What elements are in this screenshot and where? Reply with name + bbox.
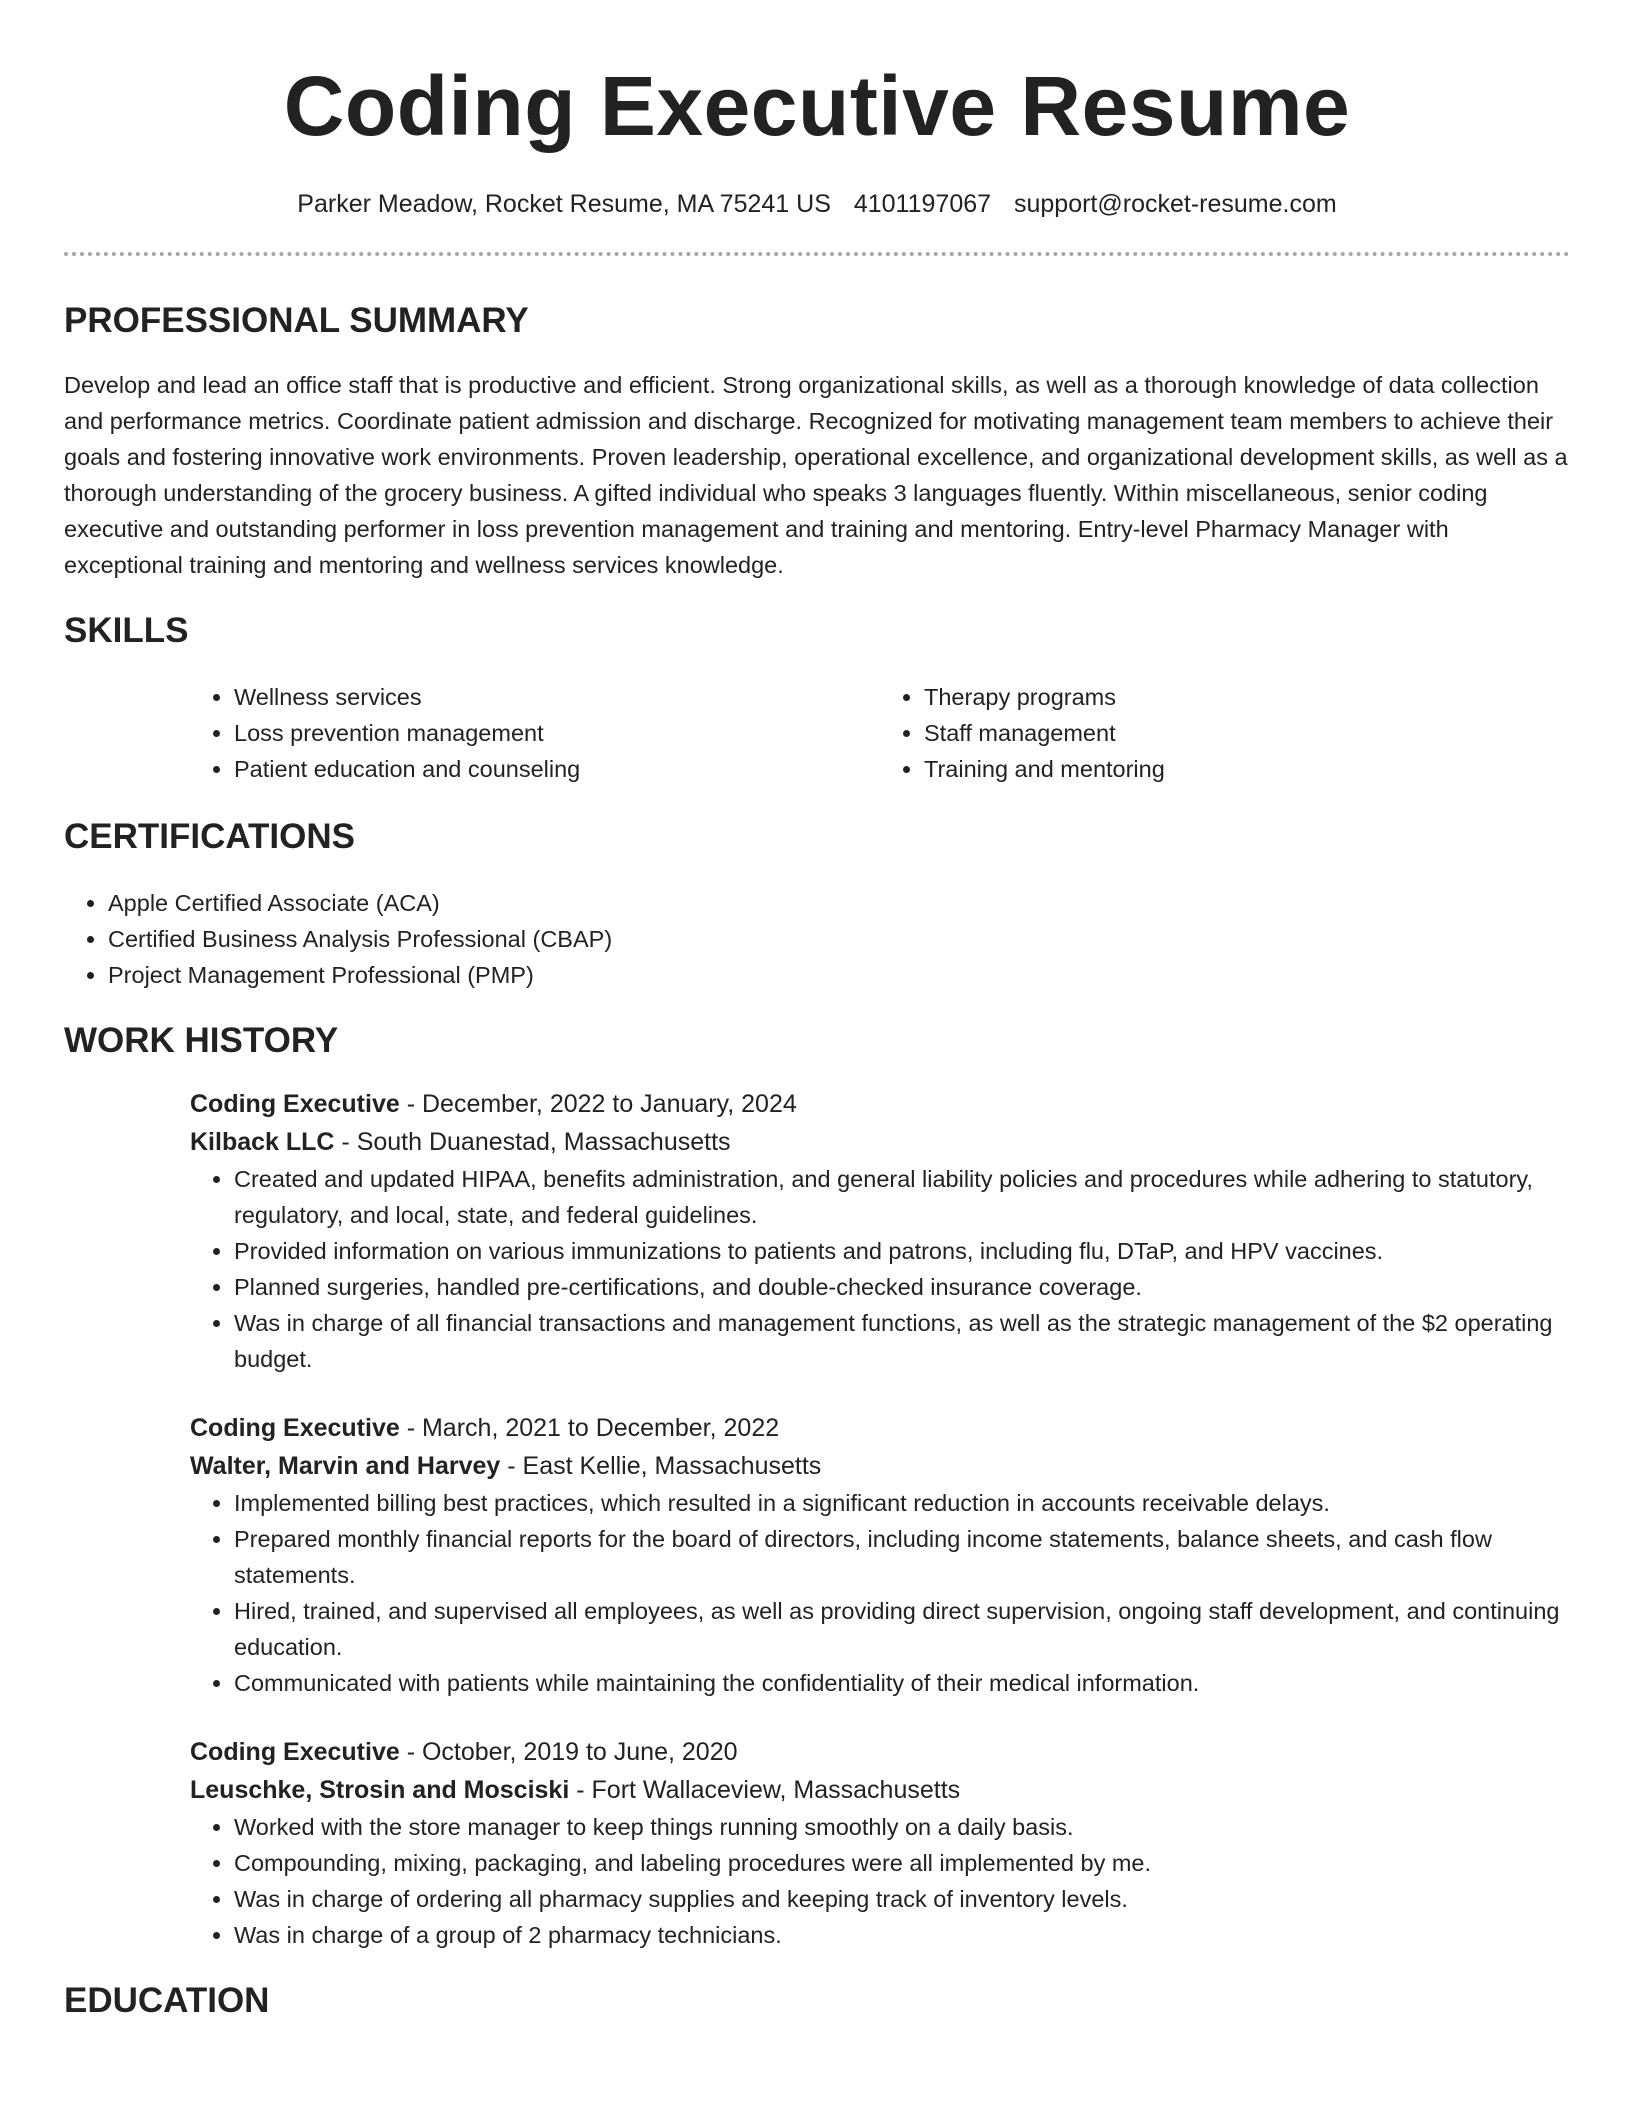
education-heading: EDUCATION [64,1981,270,2020]
job-role: Coding Executive [190,1414,400,1442]
job-location: - East Kellie, Massachusetts [500,1452,822,1480]
contact-phone: 4101197067 [853,190,992,218]
skill-item: • Loss prevention management [234,715,880,751]
duty-item: • Prepared monthly financial reports for the board of directors, including income statements, balance sheets, and cash flow statements. [234,1521,1570,1593]
job-title-line [190,1733,1570,1771]
certifications-list [64,885,1570,993]
skills-heading: SKILLS [64,611,189,650]
certification-item: • Apple Certified Associate (ACA) [108,885,1570,921]
skill-item: • Wellness services [234,679,880,715]
duty-item: • Planned surgeries, handled pre-certifications, and double-checked insurance coverage. [234,1269,1570,1305]
job-dates: - December, 2022 to January, 2024 [399,1090,797,1118]
skills-column-right [880,679,1570,787]
skills-list [190,679,1570,787]
job-entry [190,1733,1570,1953]
skill-item: • Staff management [924,715,1570,751]
contact-line [64,186,1570,222]
job-entry [190,1085,1570,1377]
duty-item: • Implemented billing best practices, which resulted in a significant reduction in accounts receivable delays. [234,1485,1570,1521]
duty-item: • Was in charge of ordering all pharmacy supplies and keeping track of inventory levels. [234,1881,1570,1917]
duty-item: • Hired, trained, and supervised all employees, as well as providing direct supervision, ongoing staff development, and continuing education. [234,1593,1570,1665]
work-history-heading: WORK HISTORY [64,1021,339,1060]
job-company: Kilback LLC [190,1128,335,1156]
contact-address: Parker Meadow, Rocket Resume, MA 75241 US [297,190,831,218]
job-role: Coding Executive [190,1738,400,1766]
skill-item: • Therapy programs [924,679,1570,715]
job-duties [190,1809,1570,1953]
duty-item: • Worked with the store manager to keep things running smoothly on a daily basis. [234,1809,1570,1845]
skill-item: • Training and mentoring [924,751,1570,787]
duty-item: • Was in charge of a group of 2 pharmacy technicians. [234,1917,1570,1953]
resume-page [64,0,1570,2023]
resume-title: Coding Executive Resume [283,59,1351,153]
job-title-line [190,1085,1570,1123]
job-title-line [190,1409,1570,1447]
header-divider [64,252,1570,256]
job-company: Leuschke, Strosin and Mosciski [190,1776,570,1804]
job-company-line [190,1447,1570,1485]
duty-item: • Compounding, mixing, packaging, and labeling procedures were all implemented by me. [234,1845,1570,1881]
job-duties [190,1161,1570,1377]
duty-item: • Created and updated HIPAA, benefits administration, and general liability policies and procedures while adhering to statutory, regulatory, and local, state, and federal guidelines. [234,1161,1570,1233]
job-company-line [190,1123,1570,1161]
summary-heading: PROFESSIONAL SUMMARY [64,301,529,340]
duty-item: • Provided information on various immunizations to patients and patrons, including flu, DTaP, and HPV vaccines. [234,1233,1570,1269]
job-dates: - March, 2021 to December, 2022 [399,1414,780,1442]
contact-email: support@rocket-resume.com [1013,190,1337,218]
job-role: Coding Executive [190,1090,400,1118]
duty-item: • Communicated with patients while maintaining the confidentiality of their medical information. [234,1665,1570,1701]
job-location: - South Duanestad, Massachusetts [334,1128,731,1156]
duty-item: • Was in charge of all financial transactions and management functions, as well as the strategic management of the $2 operating budget. [234,1305,1570,1377]
certifications-heading: CERTIFICATIONS [64,817,356,856]
job-entry [190,1409,1570,1701]
certification-item: • Project Management Professional (PMP) [108,957,1570,993]
job-duties [190,1485,1570,1701]
certification-item: • Certified Business Analysis Professional (CBAP) [108,921,1570,957]
job-company: Walter, Marvin and Harvey [190,1452,501,1480]
summary-text: Develop and lead an office staff that is productive and efficient. Strong organizational skills, as well as a thorough knowledge of data collection and performance metrics. Coordinate patient admission and discharge. Recognized for motivating management team members to achieve their goals and fostering innovative work environments. Proven leadership, operational excellence, and organizational development skills, as well as a thorough understanding of the grocery business. A gifted individual who speaks 3 languages fluently. Within miscellaneous, senior coding executive and outstanding performer in loss prevention management and training and mentoring. Entry-level Pharmacy Manager with exceptional training and mentoring and wellness services knowledge. [64,372,1568,578]
job-company-line [190,1771,1570,1809]
skills-column-left [190,679,880,787]
skill-item: • Patient education and counseling [234,751,880,787]
job-location: - Fort Wallaceview, Massachusetts [569,1776,961,1804]
job-dates: - October, 2019 to June, 2020 [399,1738,738,1766]
